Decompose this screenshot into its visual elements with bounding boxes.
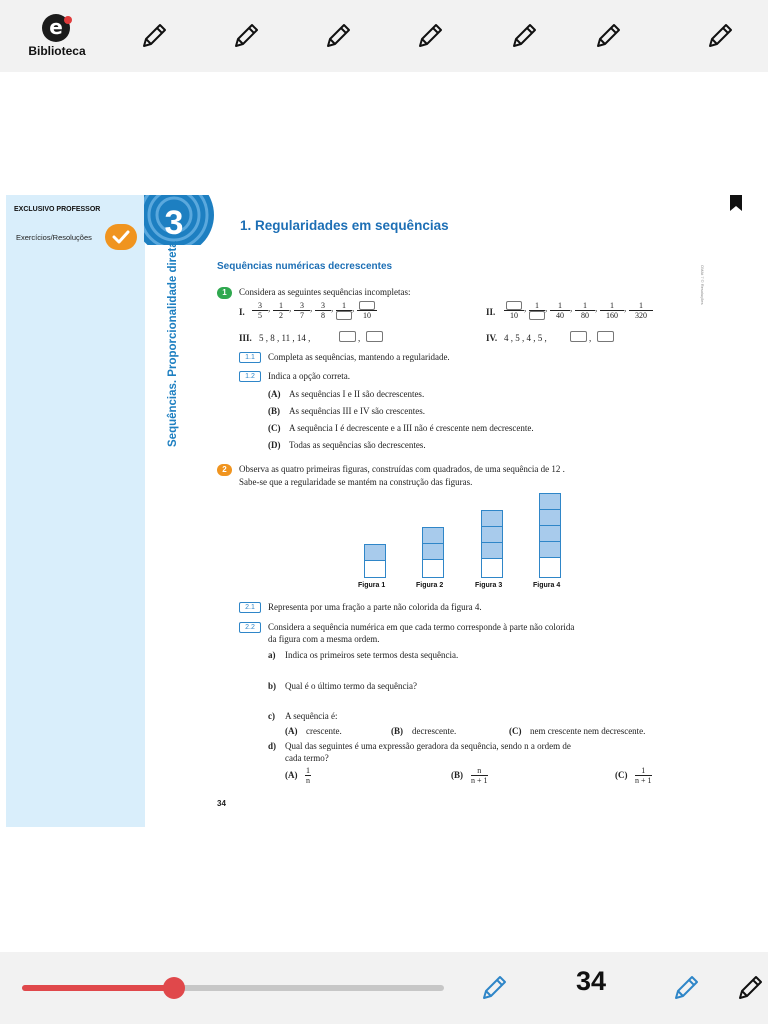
option-text: decrescente. [412,726,457,736]
page-footer-number: 34 [217,799,226,808]
figure-4 [539,493,561,578]
question-text: Sabe-se que a regularidade se mantém na construção das figuras. [239,477,473,487]
sequence-iv: 4 , 5 , 4 , 5 , [504,333,547,343]
bookmark-icon[interactable] [730,195,742,211]
check-icon[interactable] [105,224,137,250]
subquestion-number: 2.1 [239,602,261,613]
vertical-chapter-title: Sequências. Proporcionalidade direta [167,241,179,447]
question-text: Observa as quatro primeiras figuras, construídas com quadrados, de uma sequência de 12 . [239,464,565,474]
answer-box[interactable] [366,331,383,342]
figure-3 [481,510,503,578]
option-label: (A) [285,726,298,736]
pencil-icon[interactable] [414,20,446,52]
answer-box[interactable] [570,331,587,342]
fraction: $\frac{1}{80}$ [575,301,595,320]
current-page-number: 34 [575,966,607,996]
sequence-label: III. [239,333,252,343]
bottom-toolbar [0,952,768,1024]
pencil-icon[interactable] [230,20,262,52]
answer-box[interactable] [339,331,356,342]
option-text: As sequências III e IV são crescentes. [289,406,426,416]
pencil-icon[interactable] [670,972,702,1004]
subquestion-number: 2.2 [239,622,261,633]
option-label: (C) [509,726,522,736]
option-text: As sequências I e II são decrescentes. [289,389,425,399]
option-label: (B) [391,726,403,736]
fraction: $\frac{n}{n + 1}$ [471,766,488,785]
question-number: 1 [217,287,232,299]
fraction: $\frac{1}{160}$ [600,301,624,320]
book-page: EXCLUSIVO PROFESSOR Exercícios/Resoluções 3 Sequências. Proporcionalidade direta OMAt 7 © Resoluções 1. Regularidades em sequências Sequências numéricas decrescentes 1 Considera as seguintes sequências incompletas: I. $\frac{3}{5}$ , $\frac{1}{2}$ , $\frac{3}{7}$ , $\frac{3}{8}$ , 1 , 10 II. 10 , 1 , $\frac{1}{40}$ , $\frac{1}{80}$ , $\frac{1}{160}$ , $\frac{1}{320}$ III. 5 , 8 , 11 , 14 , , IV. 4 , 5 , 4 , 5 , , 1.1 Completa as sequências, mantendo a regularidade. 1.2 Indica a opção correta. (A) As sequências I e II são decrescentes. (B) As sequências III e IV são crescentes. (C) A sequência I é decrescente e a III não é crescente nem decrescente. (D) Todas as sequências são decrescentes. 2 Observa as quatro primeiras figuras, construídas com quadrados, de uma sequência de 12 . Sabe-se que a regularidade se mantém na construção das figuras. Figura 1 Figura 2 Figura 3 Figura 4 2.1 Representa por uma fração a parte não colorida da figura 4. 2.2 Considera a sequência numérica em que cada termo corresponde à parte não colorida da figura com a mesma ordem. a) Indica os primeiros sete termos desta sequência. b) Qual é o último termo da sequência? c) A sequência é: (A) crescente. (B) decrescente. (C) nem crescente nem decrescente. d) Qual das seguintes é uma expressão geradora da sequência, sendo n a ordem de cada termo? (A) $\frac{1}{n}$ (B) $\frac{n}{n + 1}$ (C) $\frac{1}{n + 1}$ 34 [6,195,762,827]
figure-label: Figura 1 [358,582,386,589]
side-note: OMAt 7 © Resoluções [700,265,705,305]
fraction: 10 [357,301,377,320]
answer-box[interactable] [336,311,352,320]
item-label: d) [268,741,277,751]
fraction: $\frac{3}{5}$ [252,301,268,320]
option-text: crescente. [306,726,342,736]
sequence-label: II. [486,307,496,317]
item-text: Indica os primeiros sete termos desta sequência. [285,650,459,660]
option-text: Todas as sequências são decrescentes. [289,440,426,450]
fraction: $\frac{3}{7}$ [294,301,310,320]
item-text: Qual das seguintes é uma expressão geradora da sequência, sendo n a ordem de [285,741,571,751]
option-label: (C) [615,770,628,780]
pencil-icon[interactable] [322,20,354,52]
top-toolbar [0,0,768,72]
section-title: 1. Regularidades em sequências [240,218,449,233]
figure-label: Figura 2 [416,582,444,589]
subquestion-text: da figura com a mesma ordem. [268,634,380,644]
slider-fill [22,985,174,991]
fraction: $\frac{1}{40}$ [550,301,570,320]
figure-label: Figura 4 [533,582,561,589]
option-label: (A) [285,770,298,780]
pencil-icon[interactable] [704,20,736,52]
figure-1 [364,544,386,578]
sequence-iii: 5 , 8 , 11 , 14 , [259,333,311,343]
chapter-number: 3 [164,204,184,242]
page-slider[interactable] [22,985,444,991]
resolutions-link[interactable]: Exercícios/Resoluções [16,233,92,242]
exclusive-label: EXCLUSIVO PROFESSOR [14,206,101,213]
question-number: 2 [217,464,232,476]
pencil-icon[interactable] [592,20,624,52]
fraction: $\frac{1}{n}$ [306,766,310,785]
answer-box[interactable] [359,301,375,310]
fraction: $\frac{1}{2}$ [273,301,289,320]
logo-label: Biblioteca [28,44,86,58]
chapter-badge [144,195,216,245]
pencil-icon[interactable] [734,972,766,1004]
item-label: c) [268,711,275,721]
fraction: $\frac{1}{n + 1}$ [635,766,652,785]
fraction: 1 [336,301,352,320]
option-label: (B) [268,406,280,416]
figure-2 [422,527,444,578]
sequence-label: IV. [486,333,498,343]
subquestion-text: Representa por uma fração a parte não colorida da figura 4. [268,602,482,612]
option-text: nem crescente nem decrescente. [530,726,646,736]
logo-letter: e [42,14,70,42]
option-label: (D) [268,440,281,450]
figure-label: Figura 3 [475,582,503,589]
subquestion-number: 1.2 [239,371,261,382]
answer-box[interactable] [506,301,522,310]
subsection-title: Sequências numéricas decrescentes [217,261,393,272]
option-text: A sequência I é decrescente e a III não é crescente nem decrescente. [289,423,534,433]
fraction: 10 [504,301,524,320]
teacher-sidebar [6,195,145,827]
sequence-label: I. [239,307,245,317]
option-label: (B) [451,770,463,780]
question-text: Considera as seguintes sequências incompletas: [239,287,411,297]
item-label: a) [268,650,276,660]
subquestion-text: Indica a opção correta. [268,371,350,381]
subquestion-text: Completa as sequências, mantendo a regularidade. [268,352,450,362]
biblioteca-logo[interactable] [22,14,92,60]
item-text: A sequência é: [285,711,338,721]
subquestion-text: Considera a sequência numérica em que cada termo corresponde à parte não colorida [268,622,575,632]
logo-dot [64,16,72,24]
fraction: 1 [529,301,545,320]
answer-box[interactable] [529,311,545,320]
pencil-icon[interactable] [138,20,170,52]
option-label: (A) [268,389,281,399]
item-label: b) [268,681,277,691]
option-label: (C) [268,423,281,433]
fraction: $\frac{1}{320}$ [629,301,653,320]
item-text: Qual é o último termo da sequência? [285,681,417,691]
item-text: cada termo? [285,753,329,763]
fraction: $\frac{3}{8}$ [315,301,331,320]
pencil-icon[interactable] [478,972,510,1004]
pencil-icon[interactable] [508,20,540,52]
subquestion-number: 1.1 [239,352,261,363]
answer-box[interactable] [597,331,614,342]
slider-thumb[interactable] [163,977,185,999]
